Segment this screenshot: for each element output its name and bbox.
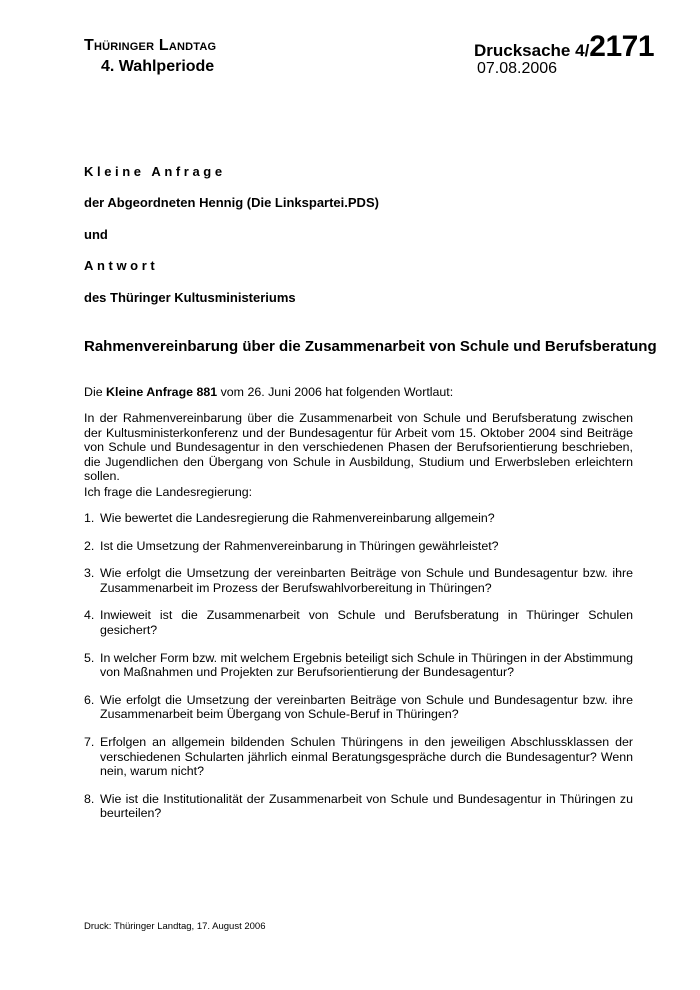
question-text: Wie erfolgt die Umsetzung der vereinbarten Beiträge von Schule und Bundesagentur bzw. ihre Zusammenarbeit im Prozess der Berufswahlvorbereitung in Thüringen? <box>100 566 633 595</box>
drucksache-id: 2171 <box>589 30 655 63</box>
ask-line: Ich frage die Landesregierung: <box>84 485 253 499</box>
heading-kleine-anfrage: Kleine Anfrage <box>84 164 226 179</box>
parliament-name: Thüringer Landtag <box>84 37 217 54</box>
question-item <box>84 651 633 680</box>
document-date: 07.08.2006 <box>477 60 558 77</box>
heading-und: und <box>84 227 108 242</box>
question-paragraph: In der Rahmenvereinbarung über die Zusammenarbeit von Schule und Berufsberatung zwischen der Kultusministerkonferenz und der Bundesagentur für Arbeit vom 15. Oktober 2004 sind Beiträge von Schule und Bundesagentur in den verschiedenen Phasen der Berufsorientierung beschrieben, die Jugendlichen den Übergang von Schule in Ausbildung, Studium und Erwerbsleben erleichtern sollen. <box>84 411 633 484</box>
election-period: 4. Wahlperiode <box>101 58 215 75</box>
print-footer: Druck: Thüringer Landtag, 17. August 2006 <box>84 921 266 932</box>
question-text: Erfolgen an allgemein bildenden Schulen Thüringens in den jeweiligen Abschlussklassen der verschiedenen Schularten jährlich einmal Beratungsgespräche durch die Bundesagentur? Wenn nein, warum nicht? <box>100 734 633 779</box>
question-text: Wie ist die Institutionalität der Zusammenarbeit von Schule und Bundesagentur in Thüringen zu beurteilen? <box>100 791 633 821</box>
question-text: Wie erfolgt die Umsetzung der vereinbarten Beiträge von Schule und Bundesagentur bzw. ihre Zusammenarbeit beim Übergang von Schule-Beruf in Thüringen? <box>100 692 633 722</box>
question-text: Wie bewertet die Landesregierung die Rahmenvereinbarung allgemein? <box>100 511 495 525</box>
drucksache-label: Drucksache 4/ <box>474 41 590 60</box>
question-number: 7. <box>84 734 95 749</box>
document-title: Rahmenvereinbarung über die Zusammenarbeit von Schule und Berufsberatung <box>84 338 657 355</box>
heading-ministerium: des Thüringer Kultusministeriums <box>84 290 296 305</box>
question-item <box>84 792 633 821</box>
intro-suffix: vom 26. Juni 2006 hat folgenden Wortlaut: <box>217 385 454 399</box>
question-item <box>84 735 633 779</box>
question-number: 5. <box>84 650 95 665</box>
intro-line <box>84 385 633 400</box>
question-text: Ist die Umsetzung der Rahmenvereinbarung in Thüringen gewährleistet? <box>100 538 499 553</box>
question-number: 3. <box>84 566 95 581</box>
question-text: Inwieweit ist die Zusammenarbeit von Schule und Berufsberatung in Thüringer Schulen gesichert? <box>100 608 633 637</box>
question-item <box>84 566 633 595</box>
question-number: 6. <box>84 692 95 707</box>
intro-reference: Kleine Anfrage 881 <box>106 385 218 399</box>
heading-antwort: Antwort <box>84 258 159 273</box>
question-item <box>84 608 633 637</box>
question-item <box>84 539 633 554</box>
question-number: 1. <box>84 511 95 525</box>
heading-abgeordnete: der Abgeordneten Hennig (Die Linkspartei.PDS) <box>84 195 379 210</box>
question-item <box>84 511 633 526</box>
question-number: 2. <box>84 538 95 553</box>
question-item <box>84 693 633 722</box>
question-text: In welcher Form bzw. mit welchem Ergebnis beteiligt sich Schule in Thüringen in der Abstimmung von Maßnahmen und Projekten zur Berufsorientierung der Bundesagentur? <box>100 650 633 680</box>
question-number: 4. <box>84 608 95 623</box>
question-list <box>84 511 633 834</box>
intro-prefix: Die <box>84 385 107 399</box>
question-number: 8. <box>84 791 95 806</box>
